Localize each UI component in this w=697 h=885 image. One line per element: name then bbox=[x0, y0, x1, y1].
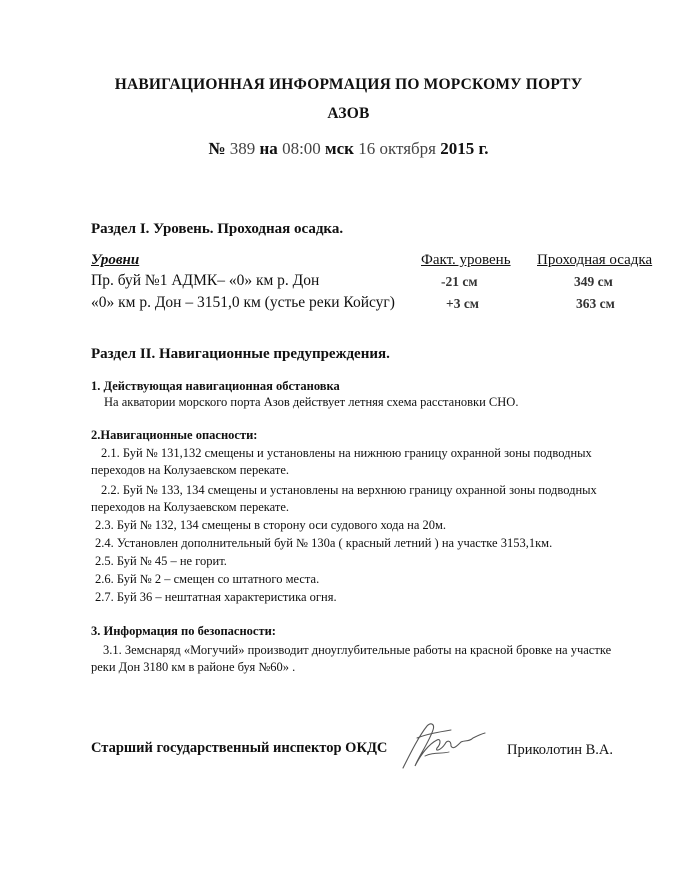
hazard-2-6: 2.6. Буй № 2 – смещен со штатного места. bbox=[95, 572, 320, 586]
actual-level-column-header: Факт. уровень bbox=[421, 252, 511, 268]
level-row-1-draft: 349 см bbox=[574, 274, 613, 289]
level-row-1-actual: -21 см bbox=[441, 274, 478, 289]
hazard-2-5: 2.5. Буй № 45 – не горит. bbox=[95, 554, 227, 568]
level-row-1-name: Пр. буй №1 АДМК– «0» км р. Дон bbox=[91, 272, 320, 289]
subsection-2-title: 2.Навигационные опасности: bbox=[91, 428, 258, 442]
safety-3-1-cont: реки Дон 3180 км в районе буя №60» . bbox=[91, 660, 296, 674]
report-year: 2015 г. bbox=[440, 139, 489, 158]
levels-column-header: Уровни bbox=[91, 252, 140, 268]
level-row-2-name: «0» км р. Дон – 3151,0 км (устье реки Койсуг) bbox=[91, 294, 395, 311]
hazard-2-1: 2.1. Буй № 131,132 смещены и установлены на нижнюю границу охранной зоны подводных bbox=[101, 446, 592, 460]
hazard-2-7: 2.7. Буй 36 – нештатная характеристика огня. bbox=[95, 590, 337, 604]
timezone-label: мск bbox=[325, 139, 354, 158]
number-prefix: № bbox=[208, 139, 226, 158]
port-name: АЗОВ bbox=[327, 105, 370, 122]
hazard-2-4: 2.4. Установлен дополнительный буй № 130а ( красный летний ) на участке 3153,1км. bbox=[95, 536, 553, 550]
section-2-title: Раздел II. Навигационные предупреждения. bbox=[91, 346, 390, 362]
at-label: на bbox=[259, 139, 278, 158]
level-row-2-actual: +3 см bbox=[446, 296, 480, 311]
hazard-2-2-cont: переходов на Колузаевском перекате. bbox=[91, 500, 289, 514]
subsection-1-text: На акватории морского порта Азов действует летняя схема расстановки СНО. bbox=[104, 395, 519, 409]
document-title: НАВИГАЦИОННАЯ ИНФОРМАЦИЯ ПО МОРСКОМУ ПОРТУ bbox=[114, 76, 583, 93]
subsection-3-title: 3. Информация по безопасности: bbox=[91, 624, 276, 638]
subsection-1-title: 1. Действующая навигационная обстановка bbox=[91, 379, 340, 393]
level-row-2-draft: 363 см bbox=[576, 296, 615, 311]
report-time: 08:00 bbox=[282, 139, 321, 158]
date-line bbox=[0, 139, 697, 159]
hazard-2-3: 2.3. Буй № 132, 134 смещены в сторону оси судового хода на 20м. bbox=[95, 518, 447, 532]
safety-3-1: 3.1. Земснаряд «Могучий» производит дноуглубительные работы на красной бровке на участке bbox=[103, 643, 612, 657]
hazard-2-2: 2.2. Буй № 133, 134 смещены и установлены на верхнюю границу охранной зоны подводных bbox=[101, 483, 597, 497]
report-number: 389 bbox=[229, 139, 256, 158]
draft-column-header: Проходная осадка bbox=[537, 252, 653, 268]
signatory-name: Приколотин В.А. bbox=[507, 742, 614, 758]
section-1-title: Раздел I. Уровень. Проходная осадка. bbox=[91, 221, 344, 237]
signatory-position: Старший государственный инспектор ОКДС bbox=[91, 740, 388, 756]
report-date: 16 октября bbox=[358, 139, 436, 158]
handwritten-signature bbox=[397, 716, 487, 776]
hazard-2-1-cont: переходов на Колузаевском перекате. bbox=[91, 463, 289, 477]
